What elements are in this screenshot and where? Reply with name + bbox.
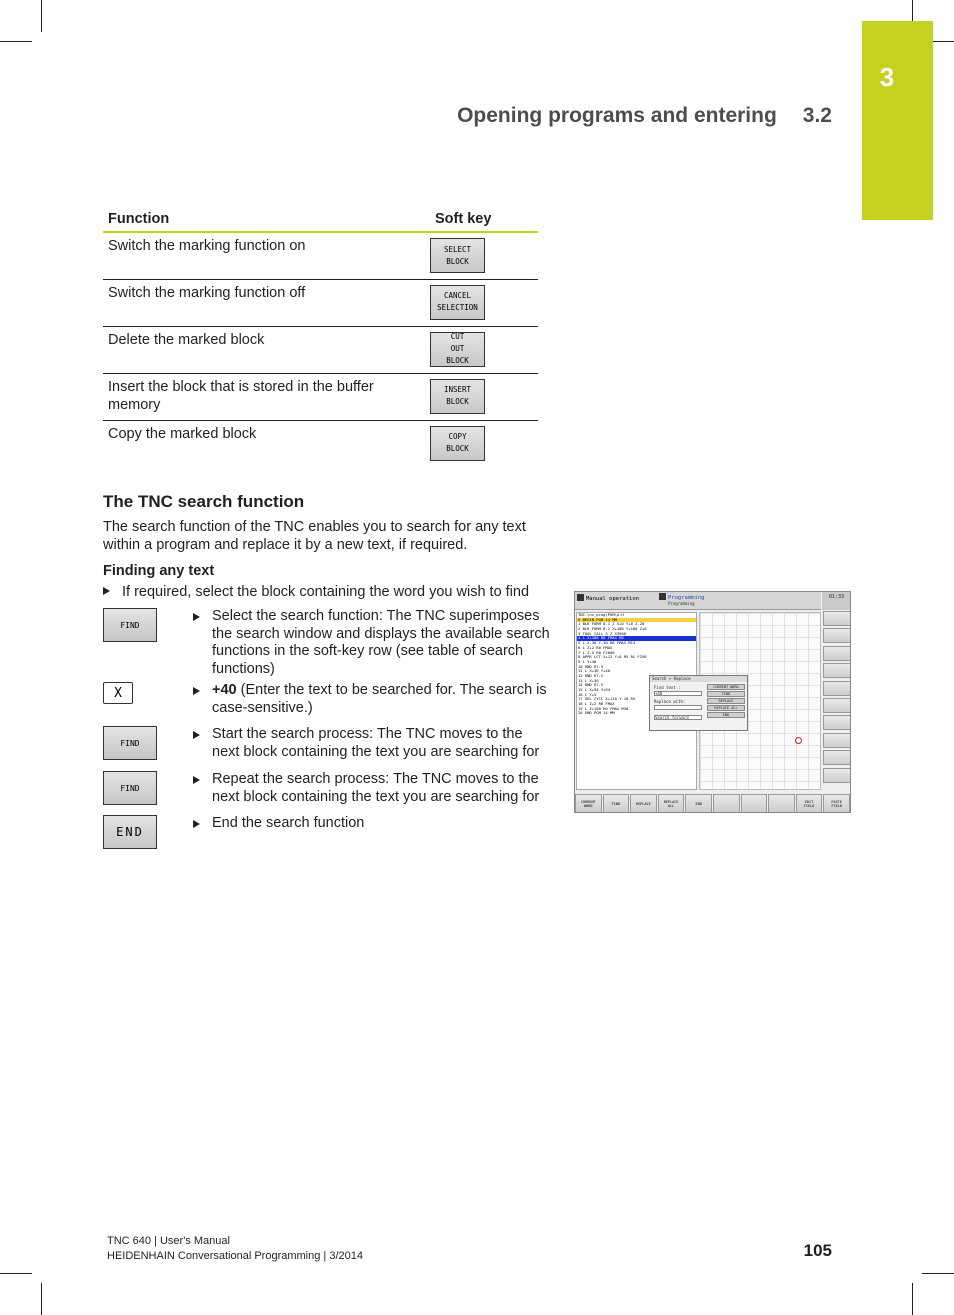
mode-icon xyxy=(577,594,584,601)
cancel-selection-softkey[interactable]: CANCEL SELECTION xyxy=(430,285,485,320)
vertical-softkey[interactable] xyxy=(823,698,851,713)
bullet-triangle-icon xyxy=(193,731,200,739)
program-line: 19 L Z+100 R0 FMAX M30 xyxy=(578,706,629,711)
vertical-softkey[interactable] xyxy=(823,663,851,678)
softkey-empty[interactable] xyxy=(713,794,740,813)
crop-mark xyxy=(922,1273,954,1274)
program-line: 2 BLK FORM 0.2 X+100 Y+100 Z+0 xyxy=(578,627,647,632)
program-line: 7 L Z-5 R0 F2000 xyxy=(578,650,615,655)
target-marker-icon xyxy=(795,737,802,744)
table-row xyxy=(103,420,538,467)
function-table xyxy=(103,208,538,467)
horizontal-softkey-bar xyxy=(575,794,851,813)
program-line: 13 L X+30 xyxy=(578,678,599,683)
find-button[interactable]: FIND xyxy=(707,691,745,697)
program-line: 15 L X+94 Y+94 xyxy=(578,688,611,692)
replace-button[interactable]: REPLACE xyxy=(707,698,745,704)
end-key[interactable]: END xyxy=(103,815,157,849)
cut-out-block-softkey[interactable]: CUT OUT BLOCK xyxy=(430,332,485,367)
step-item xyxy=(103,815,548,851)
function-cell: Delete the marked block xyxy=(103,326,430,373)
program-line: 14 RND R7.5 xyxy=(578,683,604,688)
table-header-row xyxy=(103,208,538,232)
header-softkey: Soft key xyxy=(430,208,538,232)
program-line: 11 L X+30 Y+40 xyxy=(578,669,611,674)
crop-mark xyxy=(0,1273,32,1274)
vertical-softkey[interactable] xyxy=(823,628,851,643)
replace-input[interactable] xyxy=(654,705,702,710)
crop-mark xyxy=(912,0,913,22)
softkey-replace-all[interactable]: REPLACE ALL xyxy=(658,794,685,813)
current-word-button[interactable]: CURRENT WORD xyxy=(707,684,745,690)
program-line: 9 L Y+40 xyxy=(578,659,597,664)
vertical-softkey[interactable] xyxy=(823,733,851,748)
softkey-current-word[interactable]: CURRENT WORD xyxy=(575,794,602,813)
program-line: 0 BEGIN PGM 14 MM xyxy=(577,618,696,623)
search-replace-dialog xyxy=(649,675,748,731)
select-block-softkey[interactable]: SELECT BLOCK xyxy=(430,238,485,273)
vertical-softkey[interactable] xyxy=(823,768,851,783)
softkey-empty[interactable] xyxy=(768,794,795,813)
step-item xyxy=(103,771,548,811)
intro-paragraph: The search function of the TNC enables you to search for any text within a program and replace it by a new text, if required. xyxy=(103,519,526,553)
program-line: 4 L Z+100 R0 FMAX M3 xyxy=(577,636,696,641)
crop-mark xyxy=(0,41,32,42)
program-line: 17 SEL CYCL X+110 Y-10 R5 xyxy=(578,697,636,702)
step-text: End the search function xyxy=(193,815,553,833)
program-line: 10 RND R7.5 xyxy=(578,664,604,669)
softkey-find[interactable]: FIND xyxy=(603,794,630,813)
function-cell: Switch the marking function on xyxy=(103,232,430,279)
section-heading: The TNC search function xyxy=(103,492,305,511)
bullet-triangle-icon xyxy=(193,776,200,784)
program-line: 16 L Y+5 xyxy=(578,692,597,697)
softkey-edit-field[interactable]: EDIT FIELD xyxy=(796,794,823,813)
bullet-item: If required, select the block containing the word you wish to find xyxy=(103,583,553,601)
footer xyxy=(107,1234,363,1263)
table-row xyxy=(103,326,538,373)
chapter-tab xyxy=(862,21,933,220)
insert-block-softkey[interactable]: INSERT BLOCK xyxy=(430,379,485,414)
tnc-screenshot xyxy=(574,591,851,813)
crop-mark xyxy=(912,1283,913,1315)
find-key[interactable]: FIND xyxy=(103,726,157,760)
clock: 01:33 xyxy=(822,592,851,610)
footer-line-1: TNC 640 | User's Manual xyxy=(107,1235,230,1247)
dialog-title: Search + Replace xyxy=(650,676,747,682)
mode-bar xyxy=(575,592,821,610)
function-cell: Copy the marked block xyxy=(108,425,257,442)
softkey-paste-field[interactable]: PASTE FIELD xyxy=(823,794,850,813)
running-head-title: Opening programs and entering xyxy=(457,104,777,127)
program-line: 20 END PGM 14 MM xyxy=(578,711,615,716)
vertical-softkey-bar xyxy=(823,611,851,793)
end-button[interactable]: END xyxy=(707,712,745,718)
program-line: 8 APPR LCT X+12 Y+0 R5 RL F250 xyxy=(578,655,647,660)
copy-block-softkey[interactable]: COPY BLOCK xyxy=(430,426,485,461)
find-key[interactable]: FIND xyxy=(103,608,157,642)
vertical-softkey[interactable] xyxy=(823,611,851,626)
step-item xyxy=(103,608,548,678)
direction-select[interactable]: Search forward xyxy=(654,715,702,720)
step-text: Repeat the search process: The TNC moves to the next block containing the text you are searching for xyxy=(193,771,553,806)
find-input[interactable]: +40 xyxy=(654,691,702,696)
mode-manual: Manual operation xyxy=(577,594,639,602)
step-text: Select the search function: The TNC superimposes the search window and displays the available search functions in the soft-key row (see table of search functions) xyxy=(193,608,553,678)
footer-line-2: HEIDENHAIN Conversational Programming | 3/2014 xyxy=(107,1249,363,1262)
step-text: +40 (Enter the text to be searched for. The search is case-sensitive.) xyxy=(193,682,553,717)
softkey-replace[interactable]: REPLACE xyxy=(630,794,657,813)
program-line: 3 TOOL CALL 5 Z S3500 xyxy=(578,631,627,636)
vertical-softkey[interactable] xyxy=(823,750,851,765)
program-line: 6 L Z+2 R0 FMAX xyxy=(578,645,613,650)
find-key[interactable]: FIND xyxy=(103,771,157,805)
program-line: 5 L X-30 Y-30 R0 FMAX M13 xyxy=(578,641,636,646)
program-line: TNC:\nc_prog\PGM\A.H xyxy=(578,613,624,617)
table-row xyxy=(103,232,538,279)
vertical-softkey[interactable] xyxy=(823,681,851,696)
subheading: Finding any text xyxy=(103,563,215,579)
page-number: 105 xyxy=(803,1241,832,1260)
mode-programming: Programming Programming xyxy=(659,593,704,607)
vertical-softkey[interactable] xyxy=(823,715,851,730)
function-cell: Switch the marking function off xyxy=(103,279,430,326)
running-head xyxy=(400,104,832,128)
bullet-triangle-icon xyxy=(193,613,200,621)
x-axis-key[interactable]: X xyxy=(103,682,133,704)
mode-icon xyxy=(659,593,666,600)
softkey-empty[interactable] xyxy=(741,794,768,813)
crop-mark xyxy=(41,1283,42,1315)
running-head-section: 3.2 xyxy=(802,104,832,127)
function-cell: Insert the block that is stored in the buffer memory xyxy=(103,373,430,420)
bullet-triangle-icon xyxy=(193,820,200,828)
program-line: 1 BLK FORM 0.1 Z X+0 Y+0 Z-20 xyxy=(578,622,645,627)
program-line: 12 RND R7.5 xyxy=(578,673,604,678)
vertical-softkey[interactable] xyxy=(823,646,851,661)
replace-label: Replace with: xyxy=(654,699,686,704)
chapter-number: 3 xyxy=(879,62,895,92)
bullet-triangle-icon xyxy=(193,687,200,695)
softkey-end[interactable]: END xyxy=(685,794,712,813)
header-function: Function xyxy=(103,208,430,232)
step-item xyxy=(103,682,548,722)
step-item xyxy=(103,726,548,766)
program-line: 18 L Z+2 R0 FMAX xyxy=(578,702,615,707)
find-label: Find text : xyxy=(654,685,681,690)
bullet-triangle-icon xyxy=(103,587,110,595)
table-row xyxy=(103,279,538,326)
step-text: Start the search process: The TNC moves to the next block containing the text you are searching for xyxy=(193,726,553,761)
replace-all-button[interactable]: REPLACE ALL xyxy=(707,705,745,711)
crop-mark xyxy=(41,0,42,32)
table-row xyxy=(103,373,538,420)
